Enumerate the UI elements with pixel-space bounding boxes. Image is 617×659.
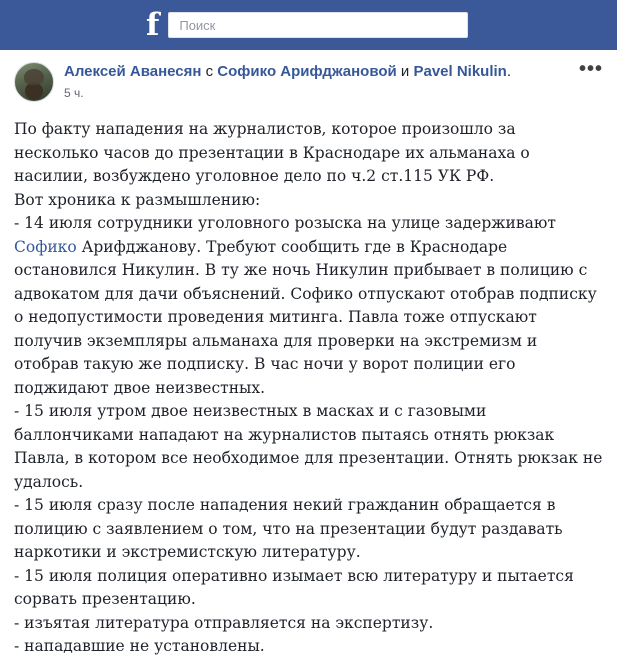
- search-input[interactable]: [177, 17, 459, 34]
- post-header: [0, 50, 617, 104]
- post-paragraph: Вот хроника к размышлению:: [14, 190, 261, 209]
- post-body: [0, 104, 617, 659]
- tagged-person-1[interactable]: Софико Арифджановой: [217, 63, 397, 80]
- post-paragraph-with-mention: [14, 212, 603, 400]
- trailing-period: .: [506, 63, 512, 80]
- post-paragraph: - 15 июля утром двое неизвестных в масках и с газовыми баллончиками нападают на журналистов пытаясь отнять рюкзак Павла, в котором все необходимое для презентации. Отнять рюкзак не удалось.: [14, 402, 603, 491]
- more-options-icon[interactable]: •••: [578, 58, 603, 80]
- post-author-name[interactable]: Алексей Аванесян: [64, 63, 202, 80]
- post-paragraph: - нападавшие не установлены.: [14, 637, 265, 655]
- tagged-person-2[interactable]: Pavel Nikulin: [413, 63, 507, 80]
- and-word: и: [400, 63, 410, 80]
- post-paragraph: - 15 июля сразу после нападения некий гражданин обращается в полицию с заявлением о том, что на презентации будут раздавать наркотики и экстремистскую литературу.: [14, 496, 563, 561]
- paragraph-text-part: Арифджанову. Требуют сообщить где в Краснодаре остановился Никулин. В ту же ночь Никулин прибывает в полицию с адвокатом для дачи объяснений. Софико отпускают отобрав подписку о недопустимости проведения митинга. Павла тоже отпускают получив экземпляры альманаха для проверки на экстремизм и отобрав такую же подписку. В час ночи у ворот полиции его поджидают двое неизвестных.: [14, 237, 597, 397]
- paragraph-text-part: - 14 июля сотрудники уголовного розыска на улице задерживают: [14, 214, 556, 232]
- post-paragraph: По факту нападения на журналистов, которое произошло за несколько часов до презентации в Краснодаре их альманаха о насилии, возбуждено уголовное дело по ч.2 ст.115 УК РФ.: [14, 120, 530, 185]
- search-box[interactable]: [168, 12, 468, 38]
- post-timestamp[interactable]: 5 ч.: [64, 85, 84, 100]
- avatar[interactable]: [14, 62, 54, 102]
- post-container: [0, 50, 617, 659]
- post-paragraph: - 15 июля полиция оперативно изымает всю литературу и пытается сорвать презентацию.: [14, 566, 574, 608]
- post-header-text: [64, 62, 511, 101]
- with-word: с: [205, 63, 214, 80]
- facebook-logo-icon[interactable]: f: [146, 6, 159, 43]
- post-paragraph: - изъятая литература отправляется на экспертизу.: [14, 613, 434, 632]
- top-navigation-bar: [0, 0, 617, 50]
- post-author-line: [64, 63, 511, 82]
- mention-link[interactable]: Софико: [14, 237, 77, 256]
